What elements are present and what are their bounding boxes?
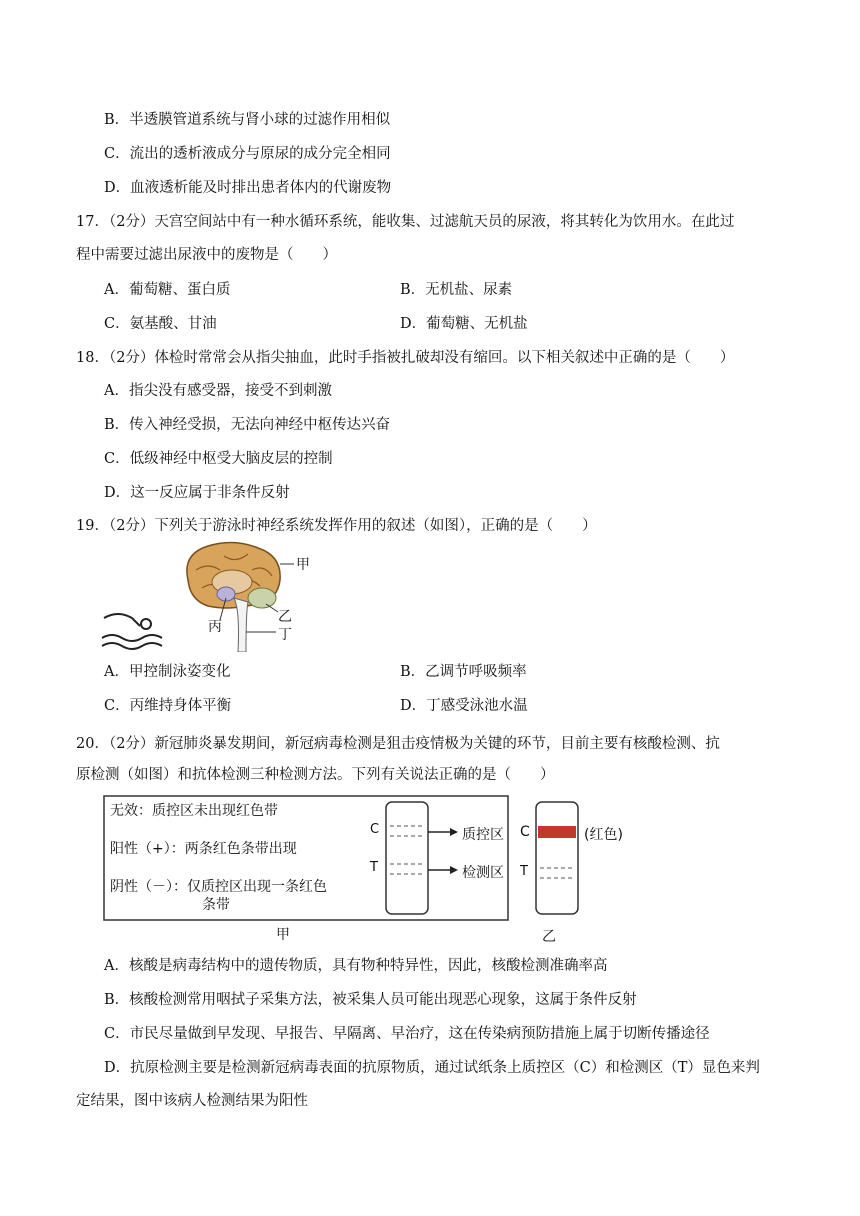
q17-stem-line1: 17．（2分）天宫空间站中有一种水循环系统，能收集、过滤航天员的尿液，将其转化为饮用水。在此过 [76,214,735,230]
q18-option-a: A．指尖没有感受器，接受不到刺激 [104,383,332,399]
red-color-note: (红色) [584,827,623,843]
zone-control-label: 质控区 [462,827,504,843]
q19-stem: 19．（2分）下列关于游泳时神经系统发挥作用的叙述（如图），正确的是（ ） [76,518,597,534]
brain-figure [96,540,336,652]
zone-test-label: 检测区 [462,865,504,881]
antigen-test-figure [100,794,660,950]
label-jia: 甲 [296,557,310,573]
q17-option-a: A．葡萄糖、蛋白质 [104,282,231,298]
caption-yi: 乙 [542,929,556,945]
label-bing: 丙 [208,619,222,635]
q20-option-a: A．核酸是病毒结构中的遗传物质，具有物种特异性，因此，核酸检测准确率高 [104,958,608,974]
strip-jia-label-c: C [370,822,380,837]
q20-option-c: C．市民尽量做到早发现、早报告、早隔离、早治疗，这在传染病预防措施上属于切断传播途径 [104,1026,710,1042]
q19-option-a: A．甲控制泳姿变化 [104,664,231,680]
option-c-prev: C．流出的透析液成分与原尿的成分完全相同 [104,146,391,162]
legend-positive: 阳性（+）：两条红色条带出现 [110,841,297,857]
swimmer-icon [102,614,162,649]
q17-option-c: C．氨基酸、甘油 [104,316,217,332]
q20-stem-line2: 原检测（如图）和抗体检测三种检测方法。下列有关说法正确的是（ ） [76,767,555,783]
q17-option-d: D．葡萄糖、无机盐 [400,316,528,332]
q19-option-b: B．乙调节呼吸频率 [400,664,527,680]
strip-jia-label-t: T [370,860,378,875]
q17-option-b: B．无机盐、尿素 [400,282,513,298]
q18-option-b: B．传入神经受损，无法向神经中枢传达兴奋 [104,417,391,433]
q18-option-c: C．低级神经中枢受大脑皮层的控制 [104,451,333,467]
strip-yi-label-c: C [520,824,530,840]
q18-option-d: D．这一反应属于非条件反射 [104,485,290,501]
label-ding: 丁 [278,627,292,643]
q20-option-d-line1: D．抗原检测主要是检测新冠病毒表面的抗原物质，通过试纸条上质控区（C）和检测区（T）显色来判 [104,1060,760,1076]
q19-option-d: D．丁感受泳池水温 [400,698,528,714]
brain-icon [187,542,280,652]
caption-jia: 甲 [276,927,290,943]
legend-negative-line1: 阴性（－）：仅质控区出现一条红色 [110,879,327,895]
label-yi: 乙 [278,609,292,625]
q20-stem-line1: 20．（2分）新冠肺炎暴发期间，新冠病毒检测是狙击疫情极为关键的环节，目前主要有核酸检测、抗 [76,736,720,752]
legend-negative-line2: 条带 [202,897,230,913]
strip-yi-label-t: T [520,864,528,879]
q20-option-b: B．核酸检测常用咽拭子采集方法，被采集人员可能出现恶心现象，这属于条件反射 [104,992,637,1008]
q18-stem: 18．（2分）体检时常常会从指尖抽血，此时手指被扎破却没有缩回。以下相关叙述中正确的是（ ） [76,350,735,366]
option-b-prev: B．半透膜管道系统与肾小球的过滤作用相似 [104,112,391,128]
legend-invalid: 无效：质控区未出现红色带 [110,803,278,819]
q20-option-d-line2: 定结果，图中该病人检测结果为阳性 [76,1093,308,1109]
option-d-prev: D．血液透析能及时排出患者体内的代谢废物 [104,180,392,196]
q17-stem-line2: 程中需要过滤出尿液中的废物是（ ） [76,247,337,263]
q19-option-c: C．丙维持身体平衡 [104,698,232,714]
